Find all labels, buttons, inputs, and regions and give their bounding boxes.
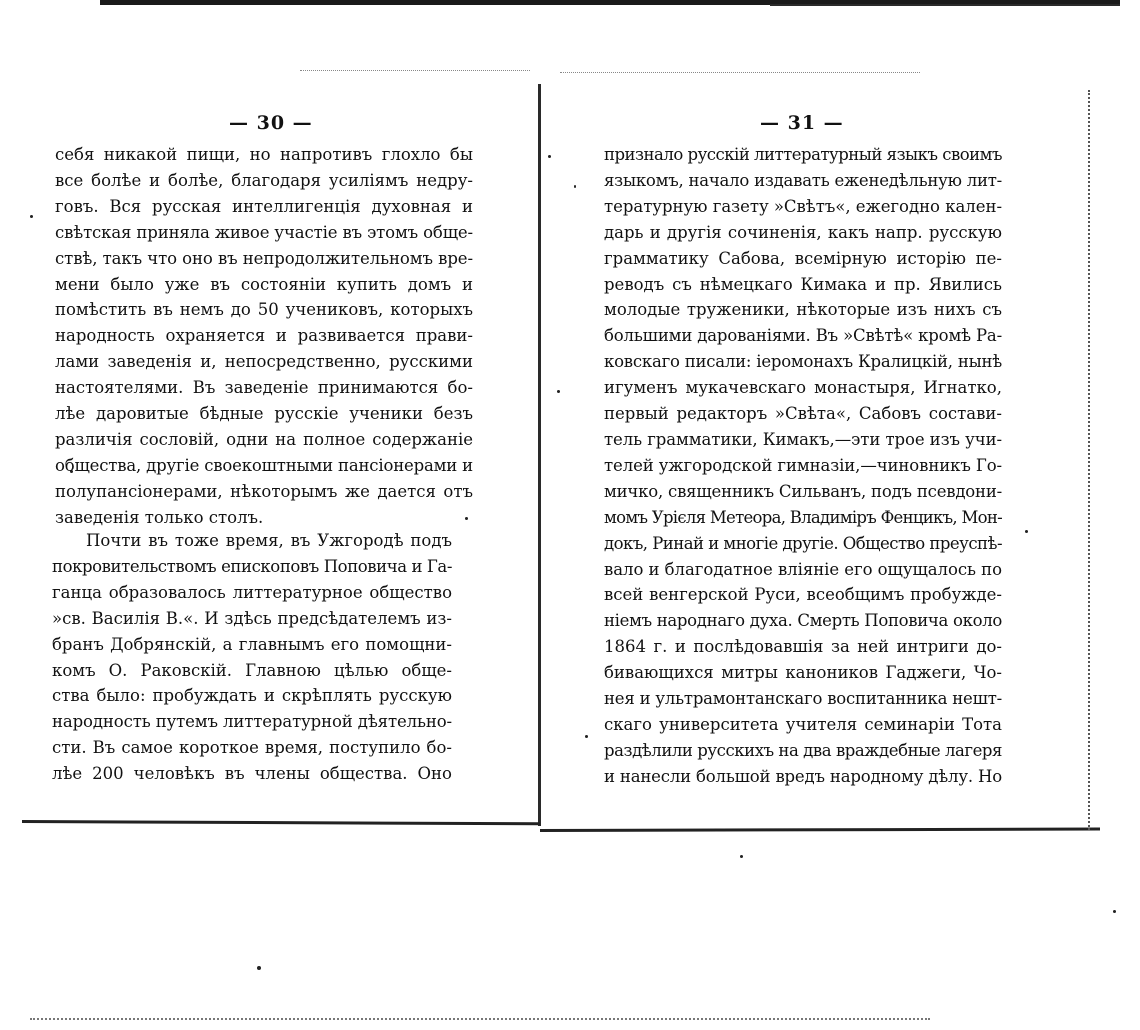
text-line: полупансіонерами, нѣкоторымъ же дается отъ	[55, 481, 473, 501]
text-line: всей венгерской Руси, всеобщимъ пробужде-	[604, 585, 1002, 605]
text-line: скаго университета учителя семинаріи Тота	[604, 714, 1002, 734]
scan-speck	[557, 390, 560, 393]
text-line: первый редакторъ »Свѣта«, Сабовъ состави-	[604, 404, 1002, 424]
scan-speck	[1025, 530, 1028, 533]
text-line: ковскаго писали: іеромонахъ Кралицкій, нынѣ	[604, 352, 1002, 372]
text-line: ства было: пробуждать и скрѣплять русскую	[52, 686, 452, 706]
scan-speck	[548, 155, 551, 158]
text-line: нея и ультрамонтанскаго воспитанника нешт-	[604, 689, 1002, 709]
text-line: мичко, священникъ Сильванъ, подъ псевдони-	[604, 481, 1002, 501]
text-line: общества, другіе своекоштными пансіонерами и	[55, 455, 473, 475]
scan-speck	[1113, 910, 1116, 913]
text-line: народность путемъ литтературной дѣятельно-	[52, 712, 452, 732]
text-line: Почти въ тоже время, въ Ужгородѣ подъ	[86, 531, 452, 550]
text-line: и нанесли большой вредъ народному дѣлу. Но	[604, 766, 1002, 786]
text-line: лѣе даровитые бѣдные русскіе ученики безъ	[55, 404, 473, 424]
top-edge-shadow-right	[770, 4, 1120, 6]
scan-speck	[257, 966, 261, 970]
text-line: ствѣ, такъ что оно въ непродолжительномъ вре-	[55, 248, 473, 268]
text-line: все болѣе и болѣе, благодаря усиліямъ недру-	[55, 170, 473, 190]
text-line: помѣстить въ немъ до 50 учениковъ, которыхъ	[55, 300, 473, 320]
left-page-bottom-edge	[22, 820, 540, 825]
text-line: настоятелями. Въ заведеніе принимаются бо-	[55, 378, 473, 398]
text-line: себя никакой пищи, но напротивъ глохло бы	[55, 145, 473, 164]
text-line: сти. Въ самое короткое время, поступило бо-	[52, 738, 452, 758]
text-line: бранъ Добрянскій, а главнымъ его помощни-	[52, 634, 452, 654]
text-line: 1864 г. и послѣдовавшія за ней интриги до-	[604, 637, 1002, 657]
text-line: докъ, Ринай и многіе другіе. Общество преуспѣ-	[604, 533, 1002, 553]
text-line: языкомъ, начало издавать еженедѣльную лит-	[604, 170, 1002, 190]
book-spine-gutter	[538, 84, 541, 826]
text-line: ніемъ народнаго духа. Смерть Поповича около	[604, 611, 1002, 631]
text-line: комъ О. Раковскій. Главною цѣлью обще-	[52, 660, 452, 680]
scan-speck	[740, 855, 743, 858]
text-line: народность охраняется и развивается прави-	[55, 326, 473, 346]
left-paragraph-1	[55, 142, 473, 531]
right-page-edge	[1088, 90, 1090, 830]
text-line: тературную газету »Свѣтъ«, ежегодно кален-	[604, 196, 1003, 216]
text-line: бивающихся митры каноников Гаджеги, Чо-	[604, 663, 1002, 683]
text-line: лѣе 200 человѣкъ въ члены общества. Оно	[52, 764, 452, 784]
left-paragraph-2	[52, 528, 452, 787]
text-line: большими дарованіями. Въ »Свѣтѣ« кромѣ Ра-	[604, 326, 1002, 346]
text-line: заведенія только столъ.	[55, 507, 264, 527]
text-line: грамматику Сабова, всемірную исторію пе-	[604, 248, 1002, 268]
scan-noise	[30, 1018, 930, 1020]
text-line: свѣтская приняла живое участіе въ этомъ обще-	[55, 222, 473, 242]
text-line: телей ужгородской гимназіи,—чиновникъ Го-	[604, 455, 1002, 475]
scan-speck	[574, 185, 576, 188]
left-page-number: — 30 —	[229, 112, 313, 134]
right-page-bottom-edge	[540, 828, 1100, 832]
text-line: игуменъ мукачевскаго монастыря, Игнатко,	[604, 378, 1002, 398]
text-line: мени было уже въ состояніи купить домъ и	[55, 274, 473, 294]
scan-noise	[300, 70, 530, 71]
text-line: момъ Урієля Метеора, Владиміръ Фенцикъ, Мон-	[604, 507, 1002, 527]
text-line: раздѣлили русскихъ на два враждебные лагеря	[604, 740, 1002, 760]
text-line: »св. Василія В.«. И здѣсь предсѣдателемъ из-	[52, 608, 452, 628]
text-line: покровительствомъ епископовъ Поповича и Га-	[52, 556, 452, 576]
text-line: дарь и другія сочиненія, какъ напр. русскую	[604, 222, 1002, 242]
text-line: вало и благодатное вліяніе его ощущалось по	[604, 559, 1002, 579]
scan-speck	[585, 735, 588, 738]
text-line: различія сословій, одни на полное содержаніе	[55, 429, 473, 449]
text-line: говъ. Вся русская интеллигенція духовная и	[55, 196, 473, 216]
text-line: тель грамматики, Кимакъ,—эти трое изъ учи-	[604, 429, 1002, 449]
scan-speck	[30, 215, 33, 218]
text-line: признало русскій литтературный языкъ своимъ	[604, 145, 1002, 164]
text-line: лами заведенія и, непосредственно, русскими	[55, 352, 473, 372]
text-line: ганца образовалось литтературное общество	[52, 582, 452, 602]
scan-noise	[560, 72, 920, 73]
right-page-number: — 31 —	[760, 112, 844, 134]
text-line: молодые труженики, нѣкоторые изъ нихъ съ	[604, 300, 1002, 320]
text-line: реводъ съ нѣмецкаго Кимака и пр. Явились	[604, 274, 1002, 294]
right-page-text	[604, 142, 1002, 790]
